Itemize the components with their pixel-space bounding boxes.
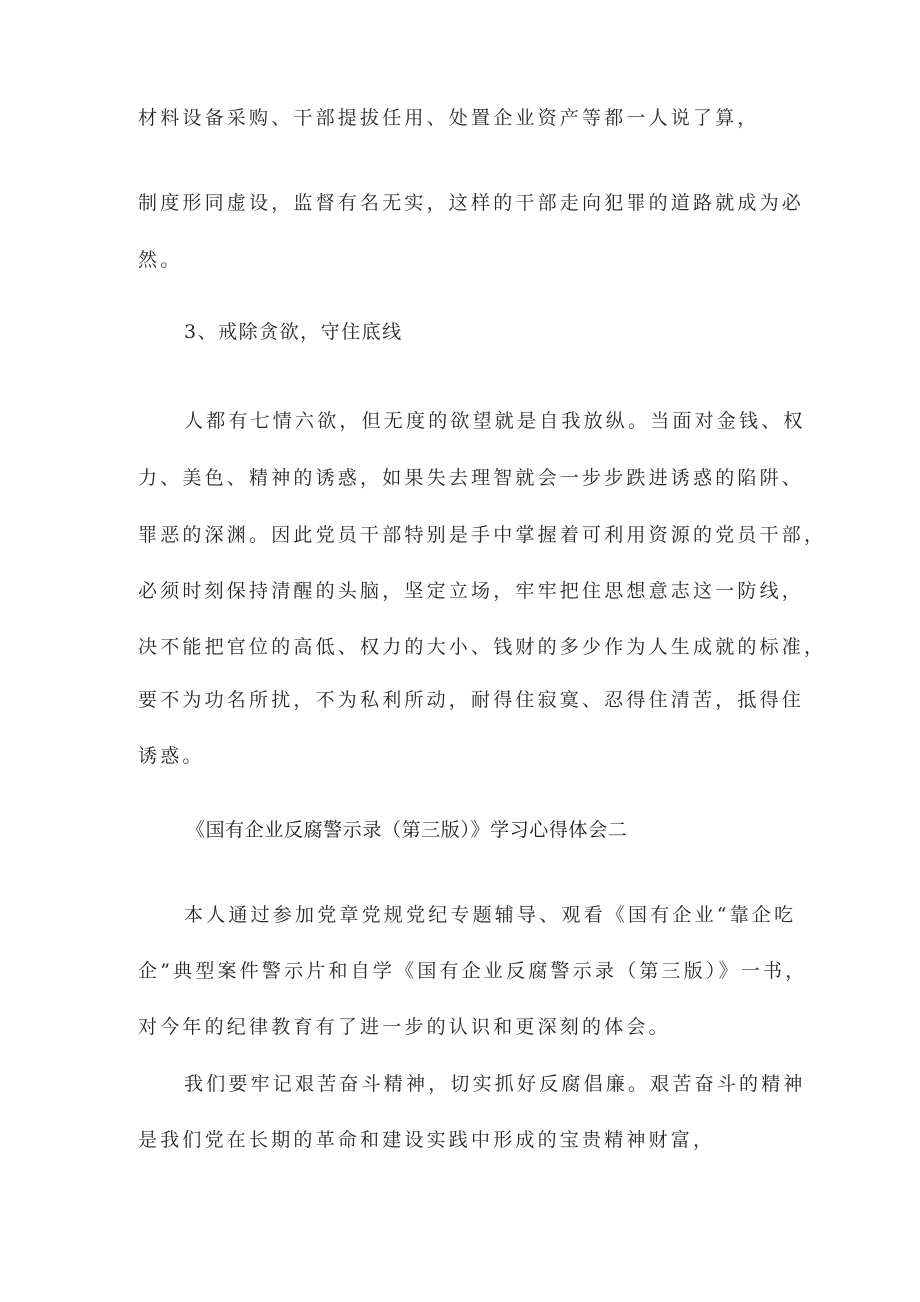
- paragraph-line: 是我们党在长期的革命和建设实践中形成的宝贵精神财富，: [138, 1129, 716, 1151]
- paragraph-line: 然。: [138, 249, 183, 271]
- paragraph-line: 要不为功名所扰，不为私利所动，耐得住寂寞、忍得住清苦，抵得住: [138, 689, 805, 711]
- paragraph-line: 材料设备采购、干部提拔任用、处置企业资产等都一人说了算，: [138, 107, 760, 129]
- paragraph-line: 本人通过参加党章党规党纪专题辅导、观看《国有企业“靠企吃: [184, 904, 797, 926]
- paragraph-line: 我们要牢记艰苦奋斗精神，切实抓好反腐倡廉。艰苦奋斗的精神: [184, 1073, 806, 1095]
- article-title: 《国有企业反腐警示录（第三版）》学习心得体会二: [186, 819, 628, 841]
- paragraph-line: 罪恶的深渊。因此党员干部特别是手中掌握着可利用资源的党员干部，: [138, 524, 827, 546]
- paragraph-line: 对今年的纪律教育有了进一步的认识和更深刻的体会。: [138, 1016, 671, 1038]
- paragraph-line: 诱惑。: [138, 745, 205, 767]
- paragraph-line: 企”典型案件警示片和自学《国有企业反腐警示录（第三版）》一书，: [138, 960, 808, 982]
- paragraph-line: 制度形同虚设，监督有名无实，这样的干部走向犯罪的道路就成为必: [138, 192, 805, 214]
- section-heading: 3、戒除贪欲，守住底线: [184, 321, 403, 343]
- paragraph-line: 必须时刻保持清醒的头脑，坚定立场，牢牢把住思想意志这一防线，: [138, 580, 805, 602]
- paragraph-line: 力、美色、精神的诱惑，如果失去理智就会一步步跌进诱惑的陷阱、: [138, 467, 805, 489]
- paragraph-line: 人都有七情六欲，但无度的欲望就是自我放纵。当面对金钱、权: [184, 410, 806, 432]
- paragraph-line: 决不能把官位的高低、权力的大小、钱财的多少作为人生成就的标准，: [138, 636, 827, 658]
